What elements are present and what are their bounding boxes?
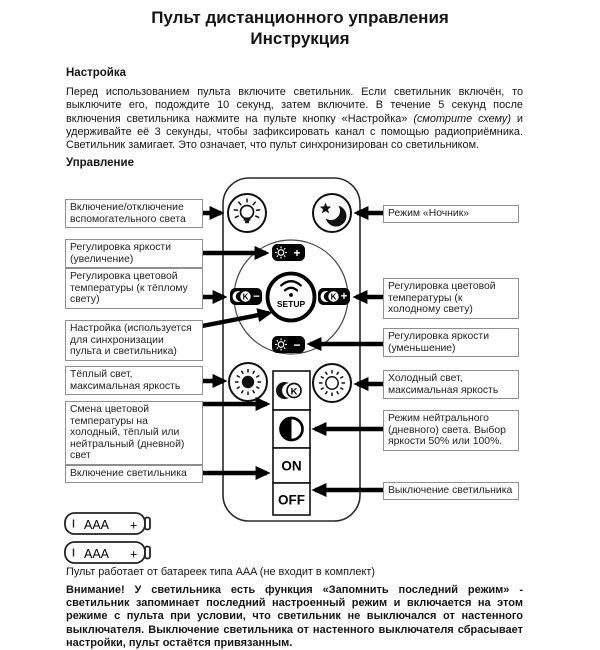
svg-text:−: − <box>293 337 301 352</box>
battery-2 <box>65 542 150 563</box>
callout-power-on: Включение светильника <box>65 465 203 483</box>
svg-text:K: K <box>290 386 298 398</box>
setup-text-italic: (смотрите схему) <box>413 112 511 125</box>
crescent-k-minus-icon <box>233 291 261 303</box>
setup-text-before: Перед использованием пульта включите светильник. Если светильник включён, то выключите его, подождите 10 секунд, затем включите. В течение 5 секунд после включения светильника нажмите на пульте кнопку «Настройка» <box>66 86 523 125</box>
callout-neutral-mode: Режим нейтрального (дневного) света. Выбор яркости 50% или 100%. <box>383 410 519 451</box>
page-title-line1: Пульт дистанционного управления <box>151 8 449 27</box>
callout-temp-toggle: Смена цветовой температуры на холодный, тёплый или нейтральный (дневной) свет <box>65 401 203 465</box>
svg-text:+: + <box>293 245 301 260</box>
battery-note: Пульт работает от батареек типа AAA (не входит в комплект) <box>66 566 375 578</box>
neutral-mode-button <box>273 410 310 448</box>
callout-power-off: Выключение светильника <box>383 482 519 500</box>
setup-paragraph <box>66 86 523 152</box>
warm-max-button <box>229 363 267 401</box>
remote-diagram <box>0 175 600 575</box>
color-temp-cold-button <box>318 288 350 305</box>
callout-warm-max: Тёплый свет, максимальная яркость <box>65 366 203 395</box>
setup-text-after: и удерживайте её 3 секунды, чтобы зафиксировать канал с помощью радиоприёмника. Светильник замигает. Это означает, что пульт синхронизирован со светильником. <box>66 112 524 152</box>
on-label: ON <box>281 458 302 474</box>
power-off-button <box>273 483 310 515</box>
battery-1 <box>65 513 150 534</box>
callout-night-mode: Режим «Ночник» <box>383 205 519 223</box>
color-temp-toggle-button <box>273 371 310 410</box>
battery-1-plus: + <box>130 518 138 533</box>
callout-temp-warm: Регулировка цветовой температуры (к тёплому свету) <box>65 268 203 309</box>
svg-text:+: + <box>340 291 348 304</box>
aux-light-button <box>228 194 266 232</box>
callout-cold-max: Холодный свет, максимальная яркость <box>383 370 519 399</box>
svg-text:K: K <box>330 292 337 302</box>
cold-max-button <box>313 364 351 402</box>
setup-button <box>268 274 315 321</box>
half-contrast-icon <box>281 418 303 440</box>
brightness-down-button <box>272 336 305 353</box>
brightness-up-button <box>272 244 305 261</box>
battery-2-label: AAA <box>84 547 110 561</box>
callout-setup: Настройка (используется для синхронизации пульта и светильника) <box>65 320 203 361</box>
control-heading: Управление <box>66 157 134 169</box>
off-label: OFF <box>278 492 305 508</box>
callout-brightness-down: Регулировка яркости (уменьшение) <box>383 328 519 357</box>
setup-label: SETUP <box>276 298 306 309</box>
color-temp-warm-button <box>230 288 262 305</box>
svg-text:−: − <box>253 291 260 304</box>
callout-brightness-up: Регулировка яркости (увеличение) <box>65 239 203 268</box>
svg-text:K: K <box>242 292 249 302</box>
night-mode-button <box>313 194 351 232</box>
callout-temp-cold: Регулировка цветовой температуры (к холодному свету) <box>383 278 519 319</box>
setup-heading: Настройка <box>66 67 126 79</box>
battery-2-plus: + <box>130 547 138 562</box>
crescent-k-icon <box>276 382 301 399</box>
page-title <box>0 7 600 49</box>
callout-aux-light: Включение/отключение вспомогательного света <box>65 199 203 228</box>
warning-paragraph: Внимание! У светильника есть функция «Запомнить последний режим» - светильник запоминает последний настроенный режим и включается на этом режиме с пульта при условии, что светильник не выключался от настенного выключателя. Выключение светильника от настенного выключателя сбрасывает настройки, пульт остаётся привязанным. <box>66 584 523 649</box>
page-title-line2: Инструкция <box>250 29 350 48</box>
crescent-k-plus-icon <box>321 291 348 303</box>
battery-1-label: AAA <box>84 518 110 532</box>
power-on-button <box>273 448 310 483</box>
